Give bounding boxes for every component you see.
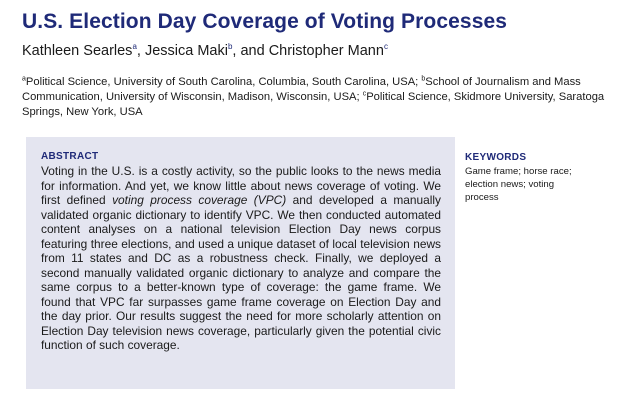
affiliation-text: Political Science, Skidmore University, Saratoga Springs, New York, USA: [22, 91, 605, 118]
affiliation-mark: c: [362, 90, 367, 98]
abstract-heading: ABSTRACT: [41, 151, 99, 162]
author-separator: , and: [232, 43, 269, 59]
affiliation-mark: a: [132, 42, 137, 52]
affiliation-mark: b: [227, 42, 233, 52]
abstract-text-part: and developed a manually validated organic dictionary to identify VPC. We then conducted automated content analyses on a national television Election Day news corpus featuring three elections, and used a unique dataset of local television news from 11 states and DC as a robustness check. Finally, we deployed a second manually validated organic dictionary to analyze and compare the same corpus to a better-known type of coverage: the game frame. We found that VPC far surpasses game frame coverage on Election Day and the day prior. Our results suggest the need for more scholarly attention on Election Day television news coverage, particularly given the potential civic function of such coverage.: [41, 193, 441, 352]
abstract-text: [41, 164, 441, 353]
keywords-heading: KEYWORDS: [465, 152, 527, 163]
affiliation-mark: b: [421, 75, 426, 83]
affiliation-mark: c: [383, 42, 388, 52]
paper-title: U.S. Election Day Coverage of Voting Processes: [22, 10, 508, 33]
affiliation-text: Political Science, University of South Carolina, Columbia, South Carolina, USA;: [25, 76, 422, 88]
abstract-italic-term: voting process coverage (VPC): [112, 193, 287, 207]
abstract-text-part: Voting in the U.S. is a costly activity, so the public looks to the news media for information. And yet, we know little about news coverage of voting. We first defined: [41, 164, 441, 207]
keywords-text: Game frame; horse race; election news; voting process: [465, 166, 572, 203]
author-name: Christopher Mann: [268, 43, 384, 59]
author-name: Jessica Maki: [144, 43, 228, 59]
affiliations: [22, 75, 607, 120]
affiliation-text: School of Journalism and Mass Communication, University of Wisconsin, Madison, Wisconsin, USA;: [22, 76, 581, 103]
author-name: Kathleen Searles: [22, 43, 133, 59]
abstract-box: [26, 137, 455, 389]
author-list: [22, 43, 388, 59]
affiliation-mark: a: [22, 75, 26, 83]
author-separator: ,: [136, 43, 145, 59]
